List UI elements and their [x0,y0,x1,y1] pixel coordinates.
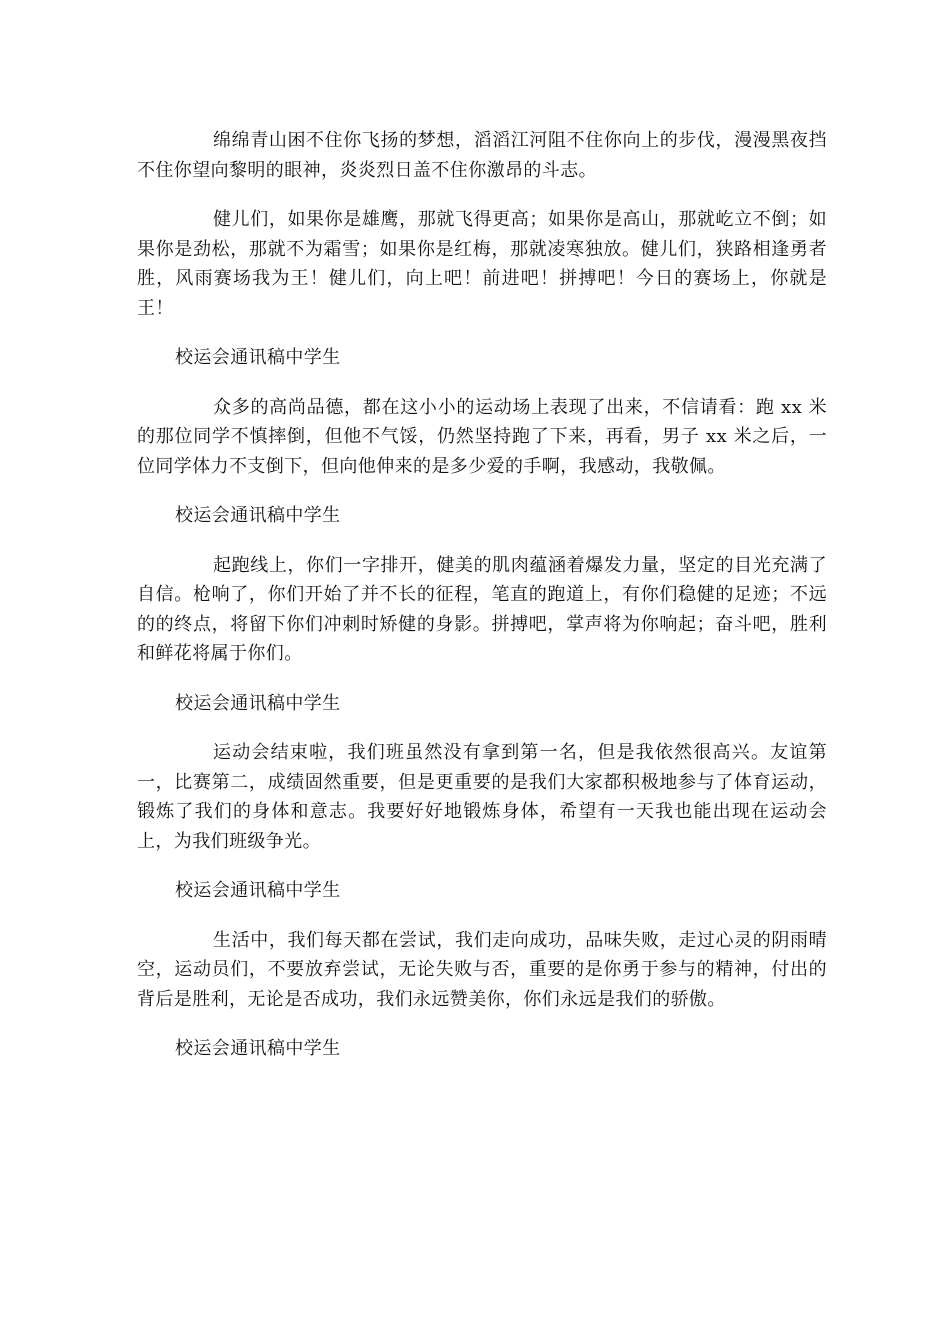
section-heading-2: 校运会通讯稿中学生 [175,505,341,526]
paragraph-4: 起跑线上，你们一字排开，健美的肌肉蕴涵着爆发力量，坚定的目光充满了自信。枪响了，你们开始了并不长的征程，笔直的跑道上，有你们稳健的足迹；不远的的终点，将留下你们冲刺时矫健的身影。拼搏吧，掌声将为你响起；奋斗吧，胜利和鲜花将属于你们。 [137,554,827,664]
document-body [137,126,827,1084]
paragraph-5: 运动会结束啦，我们班虽然没有拿到第一名，但是我依然很高兴。友谊第一，比赛第二，成绩固然重要，但是更重要的是我们大家都积极地参与了体育运动，锻炼了我们的身体和意志。我要好好地锻炼身体，希望有一天我也能出现在运动会上，为我们班级争光。 [137,742,827,852]
paragraph-2: 健儿们，如果你是雄鹰，那就飞得更高；如果你是高山，那就屹立不倒；如果你是劲松，那就不为霜雪；如果你是红梅，那就凌寒独放。健儿们，狭路相逢勇者胜，风雨赛场我为王！健儿们，向上吧！前进吧！拼搏吧！今日的赛场上，你就是王！ [137,209,827,319]
section-heading-3: 校运会通讯稿中学生 [175,692,341,714]
paragraph-6: 生活中，我们每天都在尝试，我们走向成功，品味失败，走过心灵的阴雨晴空，运动员们，不要放弃尝试，无论失败与否，重要的是你勇于参与的精神，付出的背后是胜利，无论是否成功，我们永远赞美你，你们永远是我们的骄傲。 [137,929,827,1010]
section-heading-4: 校运会通讯稿中学生 [175,880,341,901]
section-heading-5: 校运会通讯稿中学生 [175,1038,341,1059]
section-heading-1: 校运会通讯稿中学生 [175,347,341,368]
paragraph-3: 众多的高尚品德，都在这小小的运动场上表现了出来，不信请看：跑 xx 米的那位同学不慎摔倒，但他不气馁，仍然坚持跑了下来，再看，男子 xx 米之后，一位同学体力不支倒下，但向他伸来的是多少爱的手啊，我感动，我敬佩。 [137,396,827,477]
paragraph-1: 绵绵青山困不住你飞扬的梦想，滔滔江河阻不住你向上的步伐，漫漫黑夜挡不住你望向黎明的眼神，炎炎烈日盖不住你激昂的斗志。 [137,130,827,181]
